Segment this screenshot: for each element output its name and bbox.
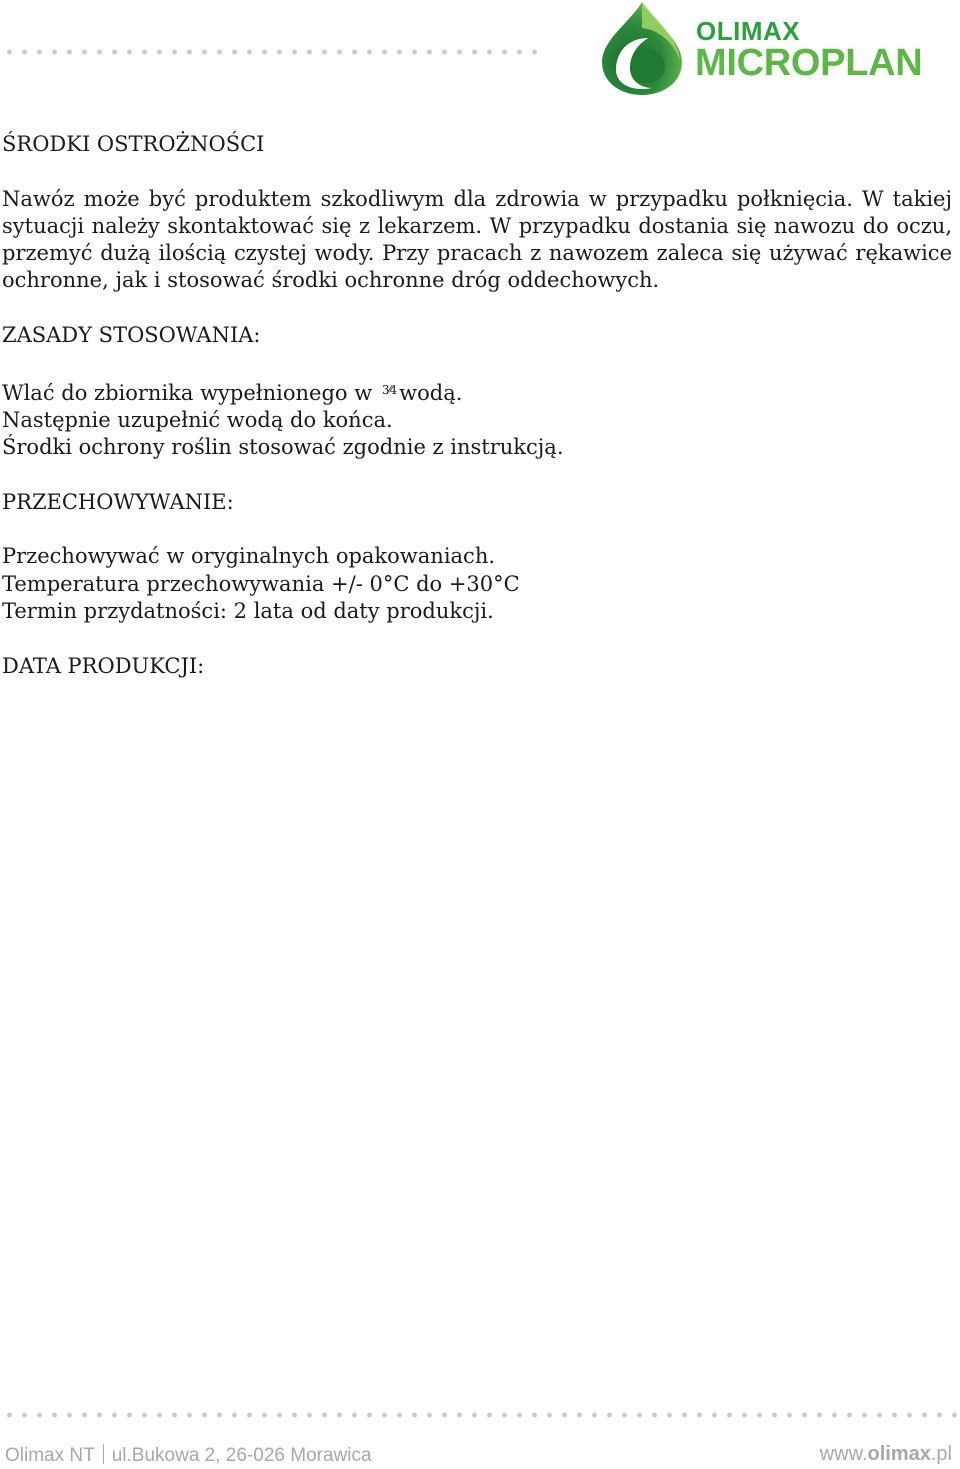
footer-separator (103, 1444, 104, 1464)
logo-brand-olimax: OLIMAX (696, 16, 801, 46)
spacer (2, 625, 952, 652)
footer-company: Olimax NT (5, 1445, 95, 1466)
three-quarters-fraction: 3⁄4 (381, 382, 397, 397)
header-dotted-divider (2, 48, 542, 56)
spacer (2, 158, 952, 185)
document-content (2, 131, 952, 680)
usage-line-1-start: Wlać do zbiornika wypełnionego w (2, 380, 373, 405)
website-domain: olimax (867, 1443, 931, 1465)
storage-line-1: Przechowywać w oryginalnych opakowaniach. (2, 544, 496, 569)
footer-street: ul.Bukowa 2, 26-026 Morawica (111, 1445, 372, 1466)
footer-dotted-divider (2, 1411, 960, 1419)
usage-line-1-end: wodą. (399, 380, 463, 405)
leaf-drop-icon (596, 0, 688, 96)
footer-address (5, 1444, 372, 1465)
storage-heading: PRZECHOWYWANIE: (2, 489, 234, 514)
precautions-text: Nawóz może być produktem szkodliwym dla zdrowia w przypadku połknięcia. W takiej sytuacji należy skontaktować się z lekarzem. W przypadku dostania się nawozu do oczu, przemyć dużą ilością czystej wody. Przy pracach z nawozem zaleca się używać rękawice ochronne, jak i stosować środki ochronne dróg oddechowych. (2, 186, 952, 293)
storage-line-2: Temperatura przechowywania +/- 0°C do +30°C (2, 571, 520, 596)
spacer (2, 462, 952, 489)
usage-heading: ZASADY STOSOWANIA: (2, 323, 261, 348)
spacer (2, 295, 952, 322)
website-prefix: www. (819, 1443, 868, 1465)
footer-website-link[interactable] (820, 1444, 952, 1464)
spacer (2, 349, 952, 376)
spacer (2, 516, 952, 543)
precautions-heading: ŚRODKI OSTROŻNOŚCI (2, 132, 265, 156)
usage-line-2: Następnie uzupełnić wodą do końca. (2, 407, 393, 432)
olimax-microplan-logo (596, 0, 960, 100)
storage-line-3: Termin przydatności: 2 lata od daty produkcji. (2, 599, 494, 624)
usage-line-3: Środki ochrony roślin stosować zgodnie z instrukcją. (2, 435, 564, 460)
usage-line-1 (2, 377, 952, 407)
website-suffix: .pl (930, 1443, 952, 1465)
logo-brand-microplan: MICROPLAN (695, 42, 923, 84)
production-date-heading: DATA PRODUKCJI: (2, 653, 205, 678)
